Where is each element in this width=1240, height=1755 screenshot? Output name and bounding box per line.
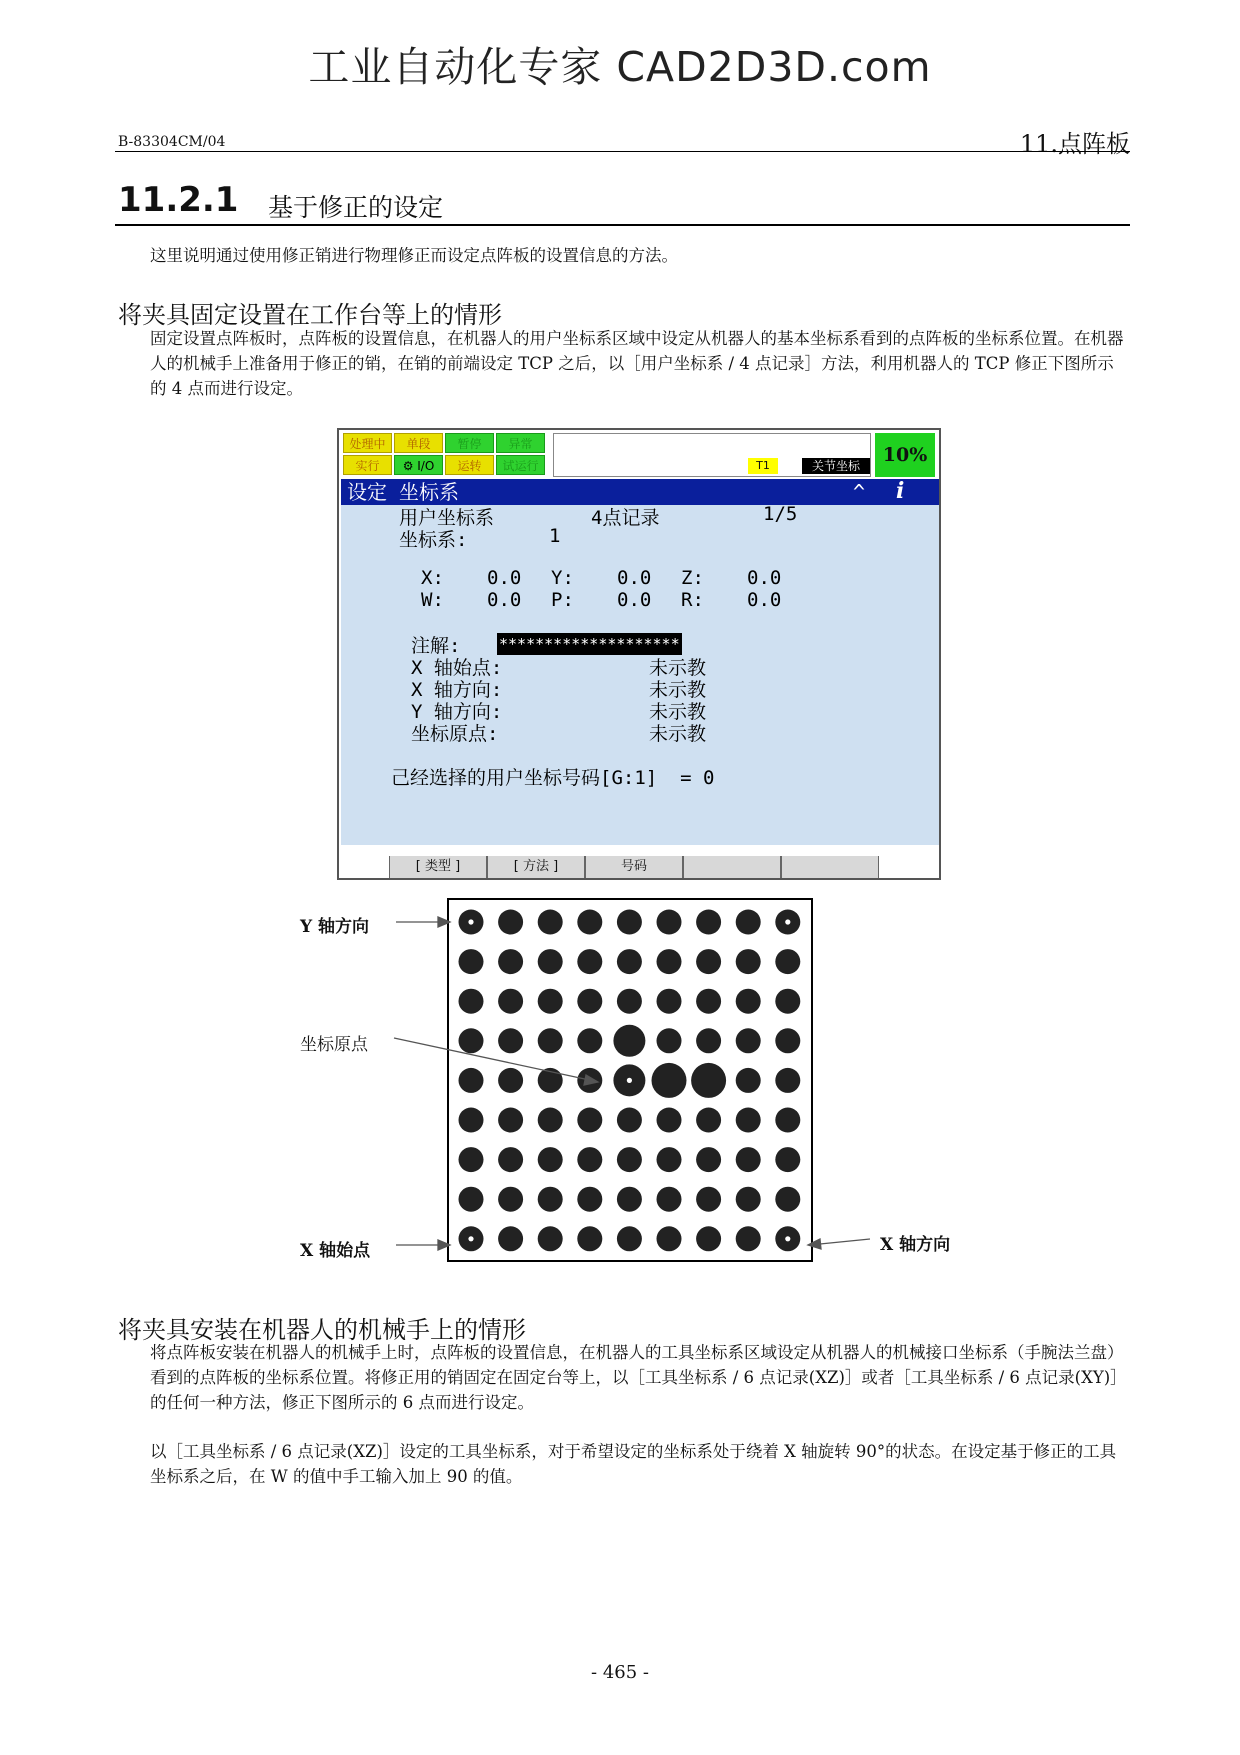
plate-dot xyxy=(538,1108,563,1133)
reference-point-marker xyxy=(468,919,473,924)
plate-dot xyxy=(538,1147,563,1172)
frame-label: 坐标系: xyxy=(399,529,468,551)
plate-dot xyxy=(498,1068,523,1093)
plate-dot xyxy=(459,1108,484,1133)
plate-dot xyxy=(736,1226,761,1251)
fkey-number[interactable]: 号码 xyxy=(585,856,683,878)
plate-dot xyxy=(657,949,682,974)
section-title: 基于修正的设定 xyxy=(268,193,444,222)
plate-dot xyxy=(538,1187,563,1212)
plate-dot xyxy=(498,989,523,1014)
intro-paragraph: 这里说明通过使用修正销进行物理修正而设定点阵板的设置信息的方法。 xyxy=(150,246,678,265)
plate-dot xyxy=(696,1226,721,1251)
plate-dot xyxy=(657,1226,682,1251)
page-number: - 465 - xyxy=(591,1662,649,1683)
plate-dot xyxy=(538,910,563,935)
plate-dot xyxy=(577,1108,602,1133)
reference-point-marker xyxy=(627,1078,632,1083)
section-number: 11.2.1 xyxy=(118,180,239,220)
plate-dot xyxy=(459,1147,484,1172)
plate-dot xyxy=(736,949,761,974)
plate-dot xyxy=(657,1108,682,1133)
plate-dot xyxy=(775,1147,800,1172)
z-label: Z: xyxy=(681,567,704,589)
plate-dot xyxy=(577,989,602,1014)
plate-dot xyxy=(577,910,602,935)
plate-dot xyxy=(617,1187,642,1212)
point-label[interactable]: Y 轴方向: xyxy=(411,701,503,723)
z-value[interactable]: 0.0 xyxy=(747,567,782,589)
fkey-4[interactable] xyxy=(683,856,781,878)
plate-dot xyxy=(696,1147,721,1172)
point-label[interactable]: X 轴方向: xyxy=(411,679,503,701)
plate-dot xyxy=(696,1108,721,1133)
plate-dot xyxy=(577,949,602,974)
point-status: 未示教 xyxy=(649,657,707,679)
plate-dot xyxy=(498,949,523,974)
plate-dot xyxy=(736,910,761,935)
fkey-method[interactable]: [ 方法 ] xyxy=(487,856,585,878)
plate-dot xyxy=(459,989,484,1014)
fkey-5[interactable] xyxy=(781,856,879,878)
plate-dot xyxy=(775,1108,800,1133)
case1-heading: 将夹具固定设置在工作台等上的情形 xyxy=(118,301,502,329)
y-value[interactable]: 0.0 xyxy=(617,567,652,589)
case2-paragraph: 将点阵板安装在机器人的机械手上时，点阵板的设置信息，在机器人的工具坐标系区域设定从机器人的机械接口坐标系（手腕法兰盘）看到的点阵板的坐标系位置。将修正用的销固定在固定台等上，以［工具坐标系 / 6 点记录(XZ)］或者［工具坐标系 / 6 点记录(XY)］的任何一种方法，修正下图所示的 6 点而进行设定。 xyxy=(150,1343,1127,1412)
caret-icon[interactable]: ^ xyxy=(853,480,866,504)
frame-number[interactable]: 1 xyxy=(549,525,561,547)
plate-dot xyxy=(696,1028,721,1053)
plate-dot xyxy=(652,1063,687,1098)
led-run: 实行 xyxy=(343,455,392,475)
led-busy: 处理中 xyxy=(343,433,392,453)
page-indicator: 1/5 xyxy=(763,503,798,525)
plate-dot xyxy=(498,910,523,935)
header-rule xyxy=(115,151,1130,152)
plate-dot xyxy=(617,910,642,935)
plate-dot xyxy=(498,1147,523,1172)
case2-heading: 将夹具安装在机器人的机械手上的情形 xyxy=(118,1316,526,1344)
y-axis-direction-label: Y 轴方向 xyxy=(300,917,370,937)
w-label: W: xyxy=(421,589,444,611)
point-status: 未示教 xyxy=(649,701,707,723)
plate-dot xyxy=(775,1068,800,1093)
point-label[interactable]: 坐标原点: xyxy=(411,723,499,745)
chapter-title: 11.点阵板 xyxy=(1019,130,1130,158)
plate-dot xyxy=(736,1068,761,1093)
fkey-type[interactable]: [ 类型 ] xyxy=(389,856,487,878)
led-hold: 暂停 xyxy=(445,433,494,453)
point-status: 未示教 xyxy=(649,723,707,745)
comment-field[interactable]: ******************** xyxy=(499,635,680,653)
x-value[interactable]: 0.0 xyxy=(487,567,522,589)
plate-dot xyxy=(657,910,682,935)
led-fault: 异常 xyxy=(496,433,545,453)
p-label: P: xyxy=(551,589,574,611)
plate-dot xyxy=(498,1187,523,1212)
led-prod: 运转 xyxy=(445,455,494,475)
plate-dot xyxy=(657,1187,682,1212)
plate-dot xyxy=(657,1028,682,1053)
selected-frame-readout: 己经选择的用户坐标号码[G:1] = 0 xyxy=(391,767,715,789)
point-label[interactable]: X 轴始点: xyxy=(411,657,503,679)
plate-dot xyxy=(538,989,563,1014)
plate-dot xyxy=(577,1226,602,1251)
p-value[interactable]: 0.0 xyxy=(617,589,652,611)
origin-label: 坐标原点 xyxy=(300,1035,368,1055)
override-indicator[interactable]: 10% xyxy=(875,433,935,477)
plate-dot xyxy=(736,989,761,1014)
plate-dot xyxy=(696,989,721,1014)
plate-dot xyxy=(498,1108,523,1133)
screen-title-bar xyxy=(341,479,939,505)
w-value[interactable]: 0.0 xyxy=(487,589,522,611)
plate-dot xyxy=(538,1226,563,1251)
x-axis-direction-label: X 轴方向 xyxy=(880,1235,951,1255)
r-label: R: xyxy=(681,589,704,611)
plate-dot xyxy=(775,1187,800,1212)
section-rule xyxy=(115,224,1130,226)
plate-dot xyxy=(538,949,563,974)
screen-title: 设定 坐标系 xyxy=(347,480,460,504)
plate-dot xyxy=(617,1108,642,1133)
plate-dot xyxy=(577,1187,602,1212)
plate-dot xyxy=(657,1147,682,1172)
watermark: 工业自动化专家 CAD2D3D.com xyxy=(308,43,932,91)
plate-dot xyxy=(577,1028,602,1053)
plate-dot xyxy=(775,989,800,1014)
function-key-bar xyxy=(341,852,939,880)
reference-point-marker xyxy=(785,1236,790,1241)
plate-dot xyxy=(696,910,721,935)
plate-dot xyxy=(617,949,642,974)
case1-paragraph: 固定设置点阵板时，点阵板的设置信息，在机器人的用户坐标系区域中设定从机器人的基本坐标系看到的点阵板的坐标系位置。在机器人的机械手上准备用于修正的销，在销的前端设定 TCP 之后，以［用户坐标系 / 4 点记录］方法，利用机器人的 TCP 修正下图所示的 4 点而进行设定。 xyxy=(150,329,1124,398)
method-label: 4点记录 xyxy=(591,507,660,529)
reference-point-marker xyxy=(785,919,790,924)
reference-point-marker xyxy=(468,1236,473,1241)
plate-dot xyxy=(691,1063,726,1098)
frame-type: 用户坐标系 xyxy=(399,507,495,529)
r-value[interactable]: 0.0 xyxy=(747,589,782,611)
info-icon[interactable]: i xyxy=(896,478,905,504)
plate-dot xyxy=(577,1147,602,1172)
led-io: ⚙ I/O xyxy=(394,455,443,475)
coord-mode-badge: 关节坐标 xyxy=(802,458,870,474)
y-label: Y: xyxy=(551,567,574,589)
plate-dot xyxy=(736,1147,761,1172)
x-axis-start-label: X 轴始点 xyxy=(300,1241,371,1261)
plate-dot xyxy=(617,989,642,1014)
plate-dot xyxy=(617,1226,642,1251)
plate-dot xyxy=(696,1187,721,1212)
plate-dot xyxy=(459,1068,484,1093)
status-indicators xyxy=(343,433,547,477)
plate-dot xyxy=(459,1187,484,1212)
dot-plate-diagram xyxy=(290,895,980,1275)
plate-dot xyxy=(736,1187,761,1212)
led-step: 单段 xyxy=(394,433,443,453)
point-status: 未示教 xyxy=(649,679,707,701)
case2-paragraph-2: 以［工具坐标系 / 6 点记录(XZ)］设定的工具坐标系，对于希望设定的坐标系处于绕着 X 轴旋转 90°的状态。在设定基于修正的工具坐标系之后，在 W 的值中手工输入加上 90 的值。 xyxy=(150,1442,1117,1486)
plate-dot xyxy=(538,1028,563,1053)
plate-dot xyxy=(617,1147,642,1172)
comment-label: 注解: xyxy=(411,635,461,657)
plate-dot xyxy=(613,1025,645,1057)
plate-dot xyxy=(775,949,800,974)
plate-dot xyxy=(459,949,484,974)
plate-dot xyxy=(657,989,682,1014)
plate-dot xyxy=(459,1028,484,1053)
plate-dot xyxy=(775,1028,800,1053)
doc-code: B-83304CM/04 xyxy=(118,134,226,150)
plate-dot xyxy=(498,1226,523,1251)
dot-grid xyxy=(459,910,801,1252)
x-label: X: xyxy=(421,567,444,589)
message-line xyxy=(553,433,871,477)
mode-badge: T1 xyxy=(748,458,778,474)
led-tcyc: 试运行 xyxy=(496,455,545,475)
plate-dot xyxy=(736,1028,761,1053)
teach-pendant-screen xyxy=(337,428,941,880)
plate-dot xyxy=(696,949,721,974)
frame-setup-panel xyxy=(341,505,939,845)
plate-dot xyxy=(498,1028,523,1053)
plate-dot xyxy=(736,1108,761,1133)
